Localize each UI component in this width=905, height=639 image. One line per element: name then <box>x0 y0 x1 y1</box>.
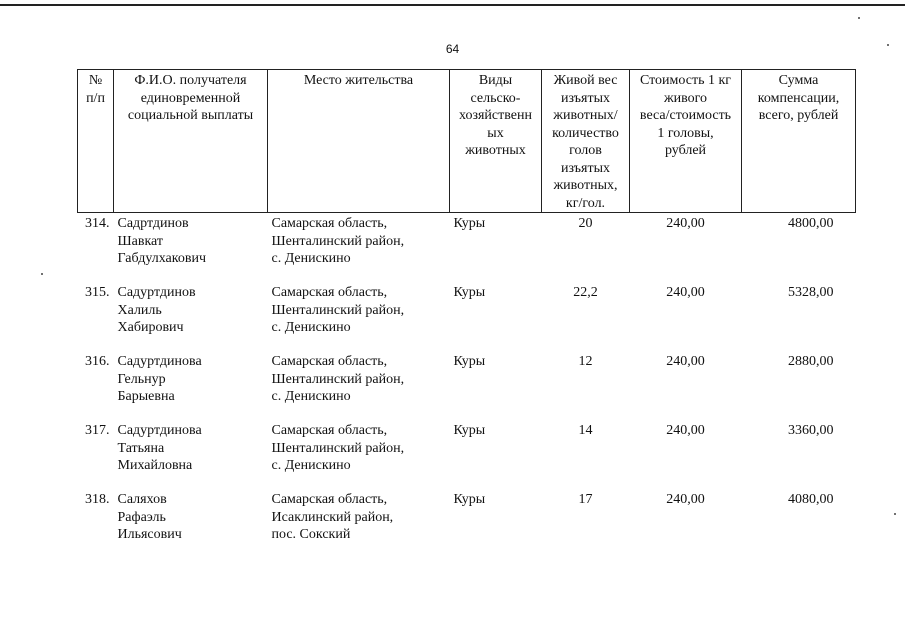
scan-speck <box>41 273 43 275</box>
table-row <box>78 422 856 491</box>
live-weight: 12 <box>578 354 593 369</box>
text-line: Шенталинский район, <box>271 440 405 456</box>
text-line: ых <box>487 125 504 141</box>
table-row <box>78 213 856 285</box>
text-line: социальной выплаты <box>127 108 254 123</box>
live-weight: 22,2 <box>573 285 598 300</box>
price-per-kg: 240,00 <box>666 285 705 300</box>
text-line: Садуртдинов <box>117 285 196 300</box>
text-line: живого <box>663 90 708 106</box>
page-number: 64 <box>445 42 460 56</box>
text-line: Хабирович <box>117 320 184 335</box>
text-line: изъятых <box>561 90 610 106</box>
residence <box>268 422 450 491</box>
text-line: Самарская область, <box>271 492 388 507</box>
text-line: п/п <box>86 90 105 106</box>
text-line: Шенталинский район, <box>271 371 405 387</box>
row-number: 314. <box>85 216 110 231</box>
text-line: Татьяна <box>117 440 165 456</box>
compensation-table <box>77 69 856 560</box>
price-per-kg: 240,00 <box>666 354 705 369</box>
text-line: Стоимость 1 кг <box>639 73 732 88</box>
row-number: 315. <box>85 285 110 300</box>
header-residence <box>268 70 450 213</box>
text-line: компенсации, <box>757 90 840 106</box>
recipient-name <box>114 422 268 491</box>
text-line: с. Денискино <box>271 320 351 335</box>
text-line: Сумма <box>778 73 819 88</box>
text-line: Виды <box>478 73 513 88</box>
header-animal-type <box>450 70 542 213</box>
text-line: количество <box>552 125 619 141</box>
total-compensation: 4800,00 <box>788 216 834 231</box>
text-line: Самарская область, <box>271 285 388 300</box>
text-line: рублей <box>664 143 707 158</box>
text-line: хозяйственн <box>459 108 532 123</box>
table-row <box>78 353 856 422</box>
table-header-row <box>78 70 856 213</box>
text-line: Самарская область, <box>271 216 388 231</box>
price-per-kg: 240,00 <box>666 216 705 231</box>
price-per-kg: 240,00 <box>666 492 705 507</box>
text-line: Барыевна <box>117 389 175 404</box>
text-line: Исаклинский район, <box>271 509 394 525</box>
text-line: Садртдинов <box>117 216 189 231</box>
table-row <box>78 491 856 560</box>
residence <box>268 491 450 560</box>
text-line: Садуртдинова <box>117 354 202 369</box>
live-weight: 20 <box>578 216 593 231</box>
row-number: 316. <box>85 354 110 369</box>
scan-speck <box>894 513 896 515</box>
scan-top-rule <box>0 4 905 6</box>
total-compensation: 3360,00 <box>788 423 834 438</box>
text-line: Место жительства <box>303 73 414 88</box>
recipient-name <box>114 284 268 353</box>
animal-type: Куры <box>453 216 486 231</box>
text-line: Рафаэль <box>117 509 166 525</box>
text-line: Самарская область, <box>271 423 388 438</box>
text-line: единовременной <box>140 90 241 106</box>
animal-type: Куры <box>453 285 486 300</box>
text-line: Шенталинский район, <box>271 302 405 318</box>
header-total <box>742 70 856 213</box>
row-number: 318. <box>85 492 110 507</box>
text-line: голов <box>569 143 602 158</box>
text-line: Габдулхакович <box>117 251 206 266</box>
text-line: Саляхов <box>117 492 167 507</box>
animal-type: Куры <box>453 354 486 369</box>
text-line: животных/ <box>553 108 618 123</box>
price-per-kg: 240,00 <box>666 423 705 438</box>
text-line: Гельнур <box>117 371 166 387</box>
animal-type: Куры <box>453 423 486 438</box>
recipient-name <box>114 353 268 422</box>
animal-type: Куры <box>453 492 486 507</box>
text-line: Халиль <box>117 302 162 318</box>
text-line: Ф.И.О. получателя <box>134 73 247 88</box>
residence <box>268 284 450 353</box>
live-weight: 14 <box>578 423 593 438</box>
text-line: Шенталинский район, <box>271 233 405 249</box>
table-row <box>78 284 856 353</box>
text-line: Садуртдинова <box>117 423 202 438</box>
text-line: сельско- <box>470 90 521 106</box>
row-number: 317. <box>85 423 110 438</box>
header-name <box>114 70 268 213</box>
text-line: кг/гол. <box>565 195 606 211</box>
text-line: Ильясович <box>117 527 182 542</box>
recipient-name <box>114 213 268 285</box>
text-line: всего, рублей <box>758 108 839 123</box>
total-compensation: 2880,00 <box>788 354 834 369</box>
text-line: изъятых <box>561 160 610 176</box>
header-price <box>630 70 742 213</box>
text-line: веса/стоимость <box>639 108 732 123</box>
text-line: Михайловна <box>117 458 193 473</box>
text-line: с. Денискино <box>271 389 351 404</box>
header-num <box>78 70 114 213</box>
scan-speck <box>858 17 860 19</box>
total-compensation: 4080,00 <box>788 492 834 507</box>
text-line: Живой вес <box>553 73 618 88</box>
total-compensation: 5328,00 <box>788 285 834 300</box>
text-line: Самарская область, <box>271 354 388 369</box>
live-weight: 17 <box>578 492 593 507</box>
recipient-name <box>114 491 268 560</box>
text-line: 1 головы, <box>657 125 714 141</box>
text-line: с. Денискино <box>271 251 351 266</box>
text-line: животных, <box>553 178 618 193</box>
text-line: пос. Сокский <box>271 527 351 542</box>
text-line: Шавкат <box>117 233 164 249</box>
residence <box>268 353 450 422</box>
text-line: животных <box>465 143 526 158</box>
text-line: с. Денискино <box>271 458 351 473</box>
residence <box>268 213 450 285</box>
text-line: № <box>88 73 103 88</box>
header-weight <box>542 70 630 213</box>
